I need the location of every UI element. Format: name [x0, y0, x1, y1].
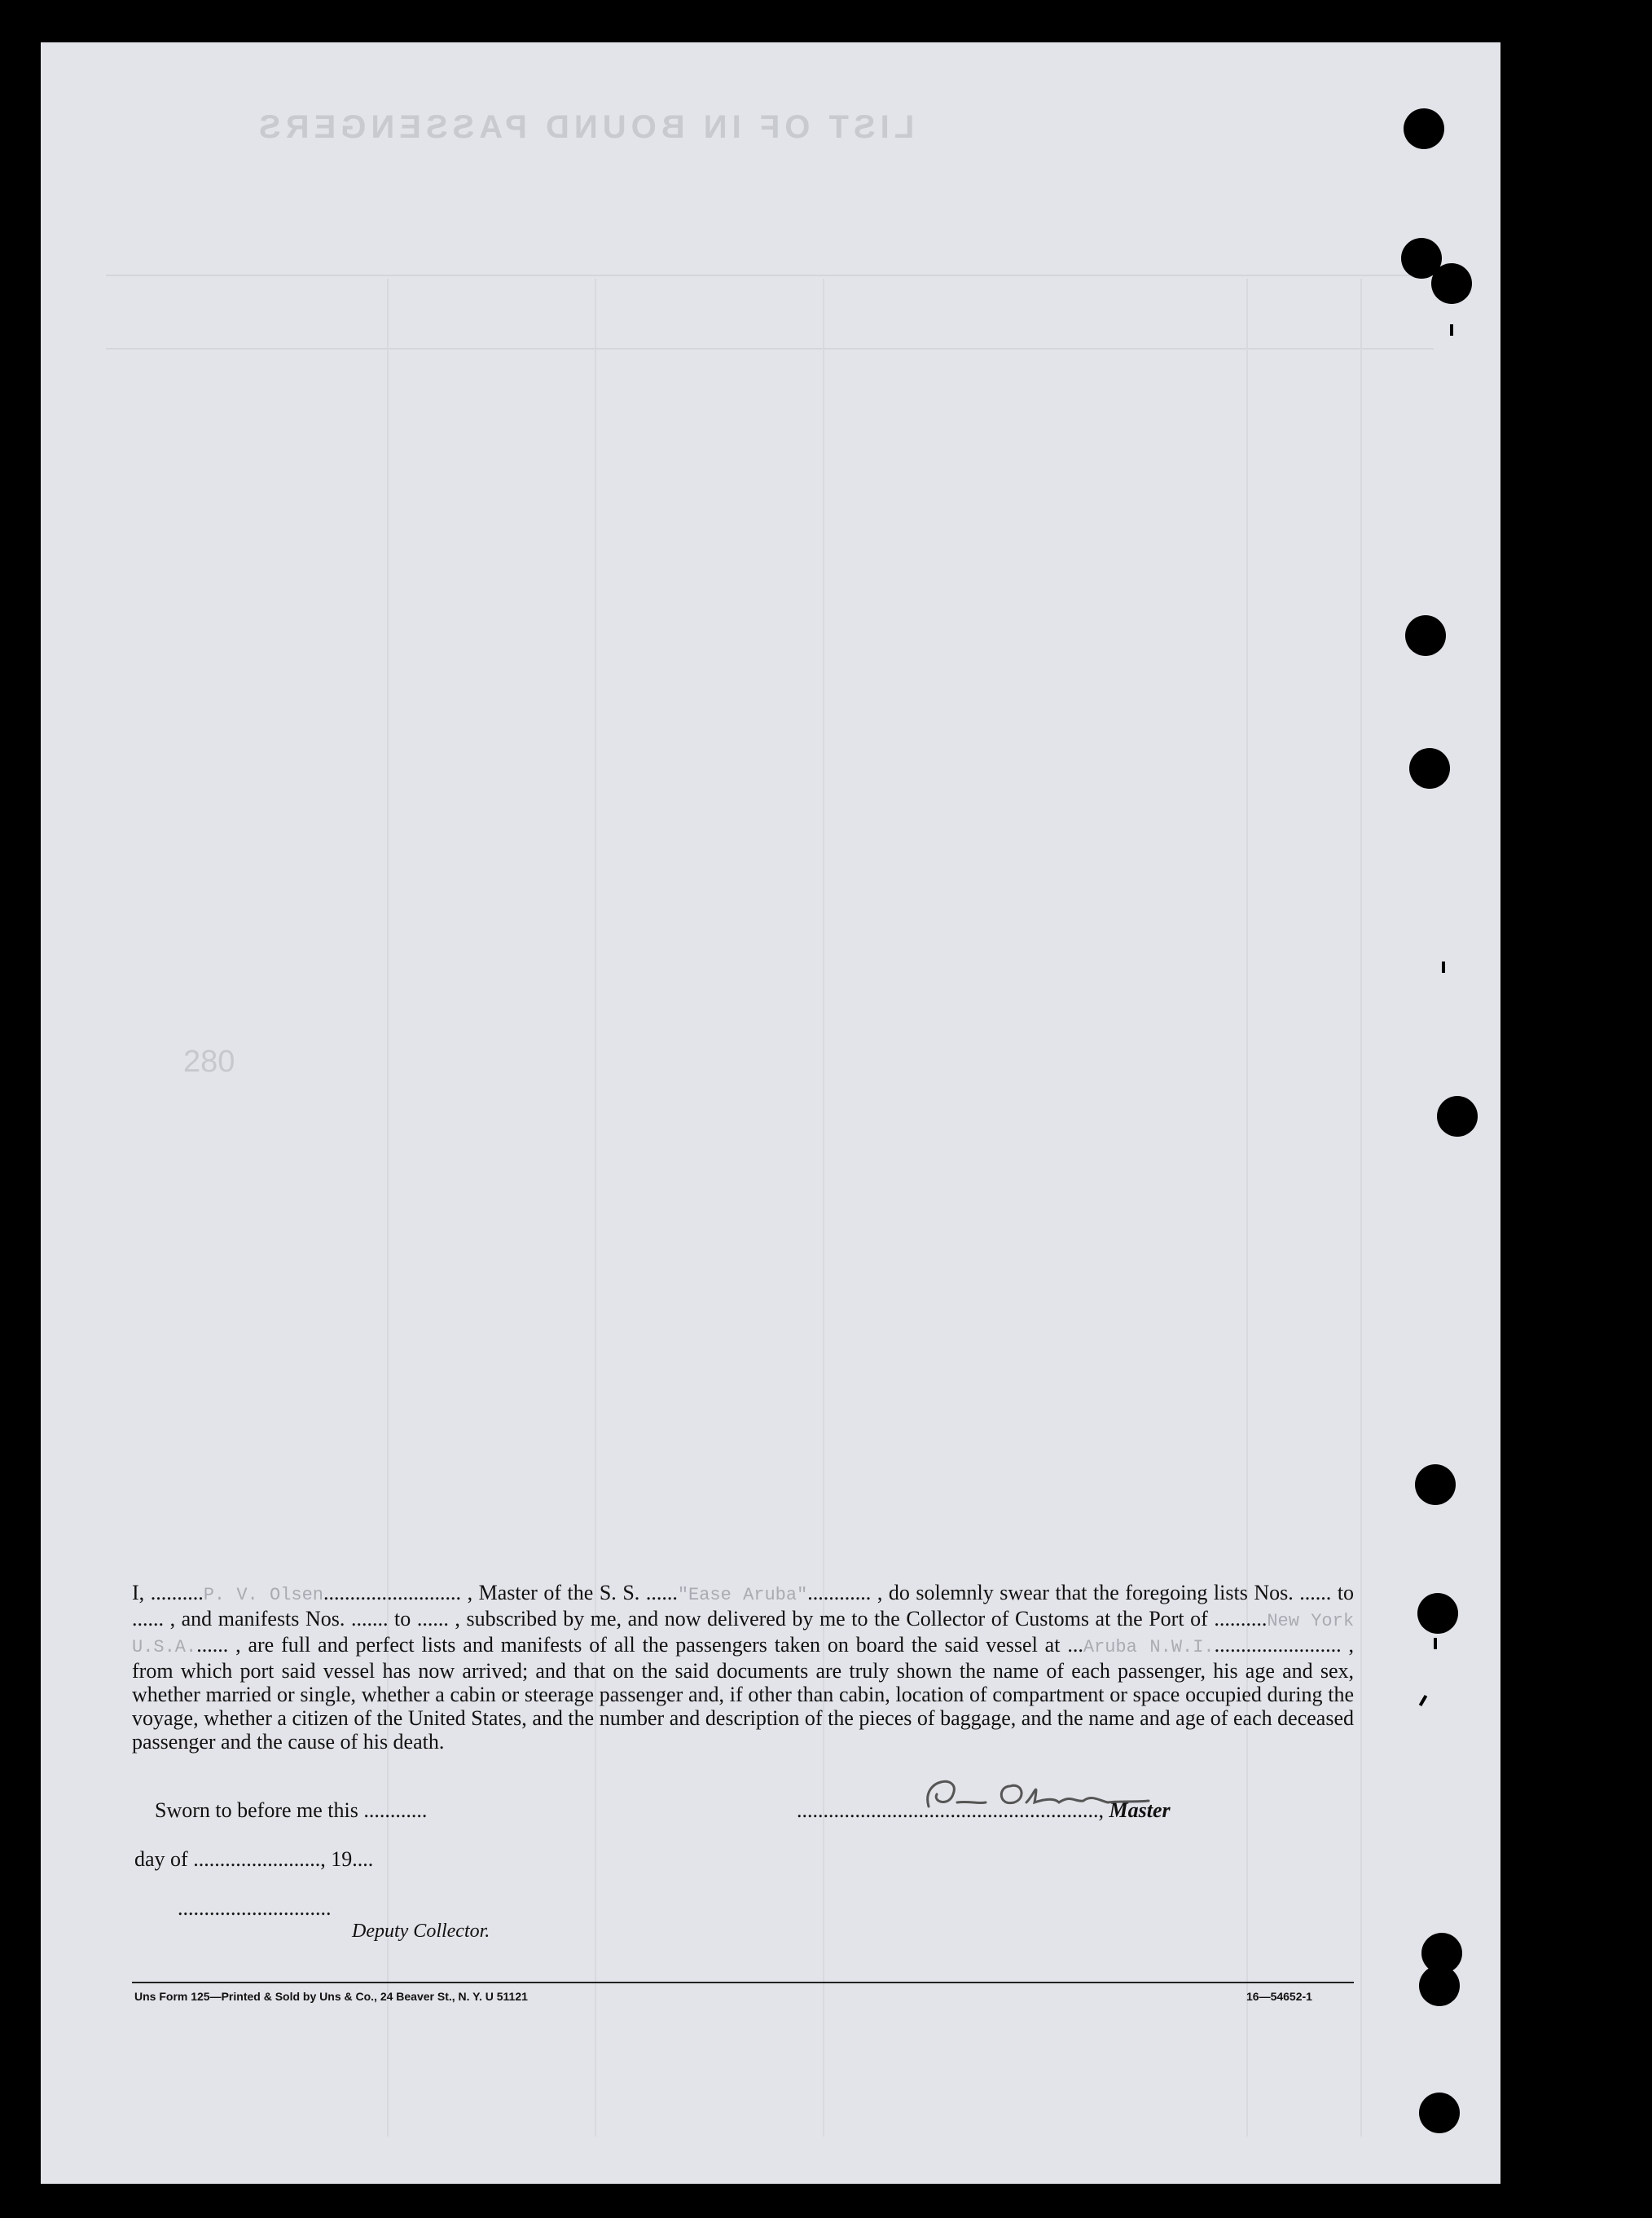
oath-text: to: [394, 1607, 411, 1630]
oath-text: , and manifests Nos.: [169, 1607, 345, 1630]
punch-hole: [1415, 1464, 1456, 1505]
oath-text: manifests of all the passengers taken on board the said vessel at: [500, 1633, 1061, 1657]
footer-rule: [132, 1982, 1354, 1983]
bleed-through-header: LIST OF IN BOUND PASSENGERS: [254, 109, 915, 145]
oath-text: to: [1337, 1581, 1355, 1604]
ghost-column-line: [823, 279, 824, 2137]
master-dots: .........................................................: [797, 1798, 1099, 1822]
punch-hole: [1417, 1593, 1458, 1634]
oath-text: , subscribed by me, and now: [455, 1607, 701, 1630]
master-signature: [912, 1770, 1238, 1827]
edge-mark: [1450, 324, 1453, 336]
collector-signature-line: .............................: [178, 1896, 332, 1920]
oath-text: swear that the foregoing lists Nos.: [1000, 1581, 1294, 1604]
document-page: [41, 42, 1500, 2184]
ghost-rule: [106, 275, 1434, 276]
ghost-column-line: [1246, 279, 1248, 2137]
oath-text: , Master of the S. S.: [467, 1581, 640, 1604]
sworn-dots: ............: [363, 1798, 428, 1822]
year-field: , 19....: [320, 1847, 374, 1871]
edge-mark: [1442, 962, 1445, 973]
oath-text: , from which: [132, 1633, 1355, 1683]
port-field: New York U.S.A.: [132, 1611, 1355, 1657]
ghost-rule: [106, 348, 1434, 350]
embark-port-field: Aruba N.W.I.: [1083, 1637, 1215, 1657]
day-of-label: day of: [134, 1847, 188, 1871]
oath-paragraph: I, ..........P. V. Olsen.......................... , Master of the S. S. ......"Ease Aruba"............ , do solemnly swear that the foregoing lists Nos. ...... to ...... , and manifests Nos. ....... to ...... , subscribed by me, and now delivered by me to the Collector of Customs at the Port of ..........New York U.S.A....... , are full and perfect lists and manifests of all the passengers taken on board the said vessel at ...Aruba N.W.I......................... , from which port said vessel has now arrived; and that on the said documents are truly shown the name of each passenger, his age and sex, whether married or single, whether a cabin or steerage passenger and, if other than cabin, location of compartment or space occupied during the voyage, whether a citizen of the United States, and the number and description of the pieces of baggage, and the name and age of each deceased passenger and the cause of his death.: [132, 1581, 1355, 1754]
punch-hole: [1431, 263, 1472, 304]
master-name-field: P. V. Olsen: [203, 1585, 324, 1605]
oath-intro: I,: [132, 1581, 145, 1604]
day-of-line: [134, 1847, 373, 1872]
deputy-collector-label: Deputy Collector.: [352, 1921, 490, 1942]
oath-text: port said vessel has now arrived; and that on the said documents are truly shown the name of each passenger, his age and sex, whether married or single, whether a cabin or steerage passenger and, if other than cabin, location of compartment or space occupied during the voyage, whether a citizen of the United States, and the number and description of the pieces of baggage, and the name and age of each deceased passenger and the cause of his death.: [132, 1659, 1354, 1754]
oath-text: delivered by me to the Collector of Customs at the Port of: [707, 1607, 1208, 1630]
day-dots: ........................: [193, 1847, 321, 1871]
master-signature-line: ........................................................., Master: [797, 1798, 1171, 1822]
master-label: Master: [1109, 1798, 1171, 1822]
form-imprint: Uns Form 125—Printed & Sold by Uns & Co., 24 Beaver St., N. Y. U 51121: [134, 1990, 528, 2003]
ghost-column-line: [387, 279, 389, 2137]
punch-hole: [1404, 108, 1444, 149]
edge-mark: [1434, 1638, 1437, 1649]
punch-hole: [1419, 1965, 1460, 2006]
oath-text: , are full and perfect lists and: [235, 1633, 494, 1657]
punch-hole: [1437, 1096, 1478, 1137]
ghost-column-line: [1360, 279, 1362, 2137]
form-code: 16—54652-1: [1246, 1990, 1312, 2003]
sworn-label: Sworn to before me this: [155, 1798, 358, 1822]
ghost-page-number: 280: [183, 1045, 235, 1079]
oath-text: , do solemnly: [877, 1581, 994, 1604]
ghost-column-line: [595, 279, 596, 2137]
vessel-name-field: "Ease Aruba": [677, 1585, 808, 1605]
punch-hole: [1405, 615, 1446, 656]
sworn-line: [155, 1798, 427, 1823]
punch-hole: [1409, 748, 1450, 789]
punch-hole: [1419, 2093, 1460, 2133]
